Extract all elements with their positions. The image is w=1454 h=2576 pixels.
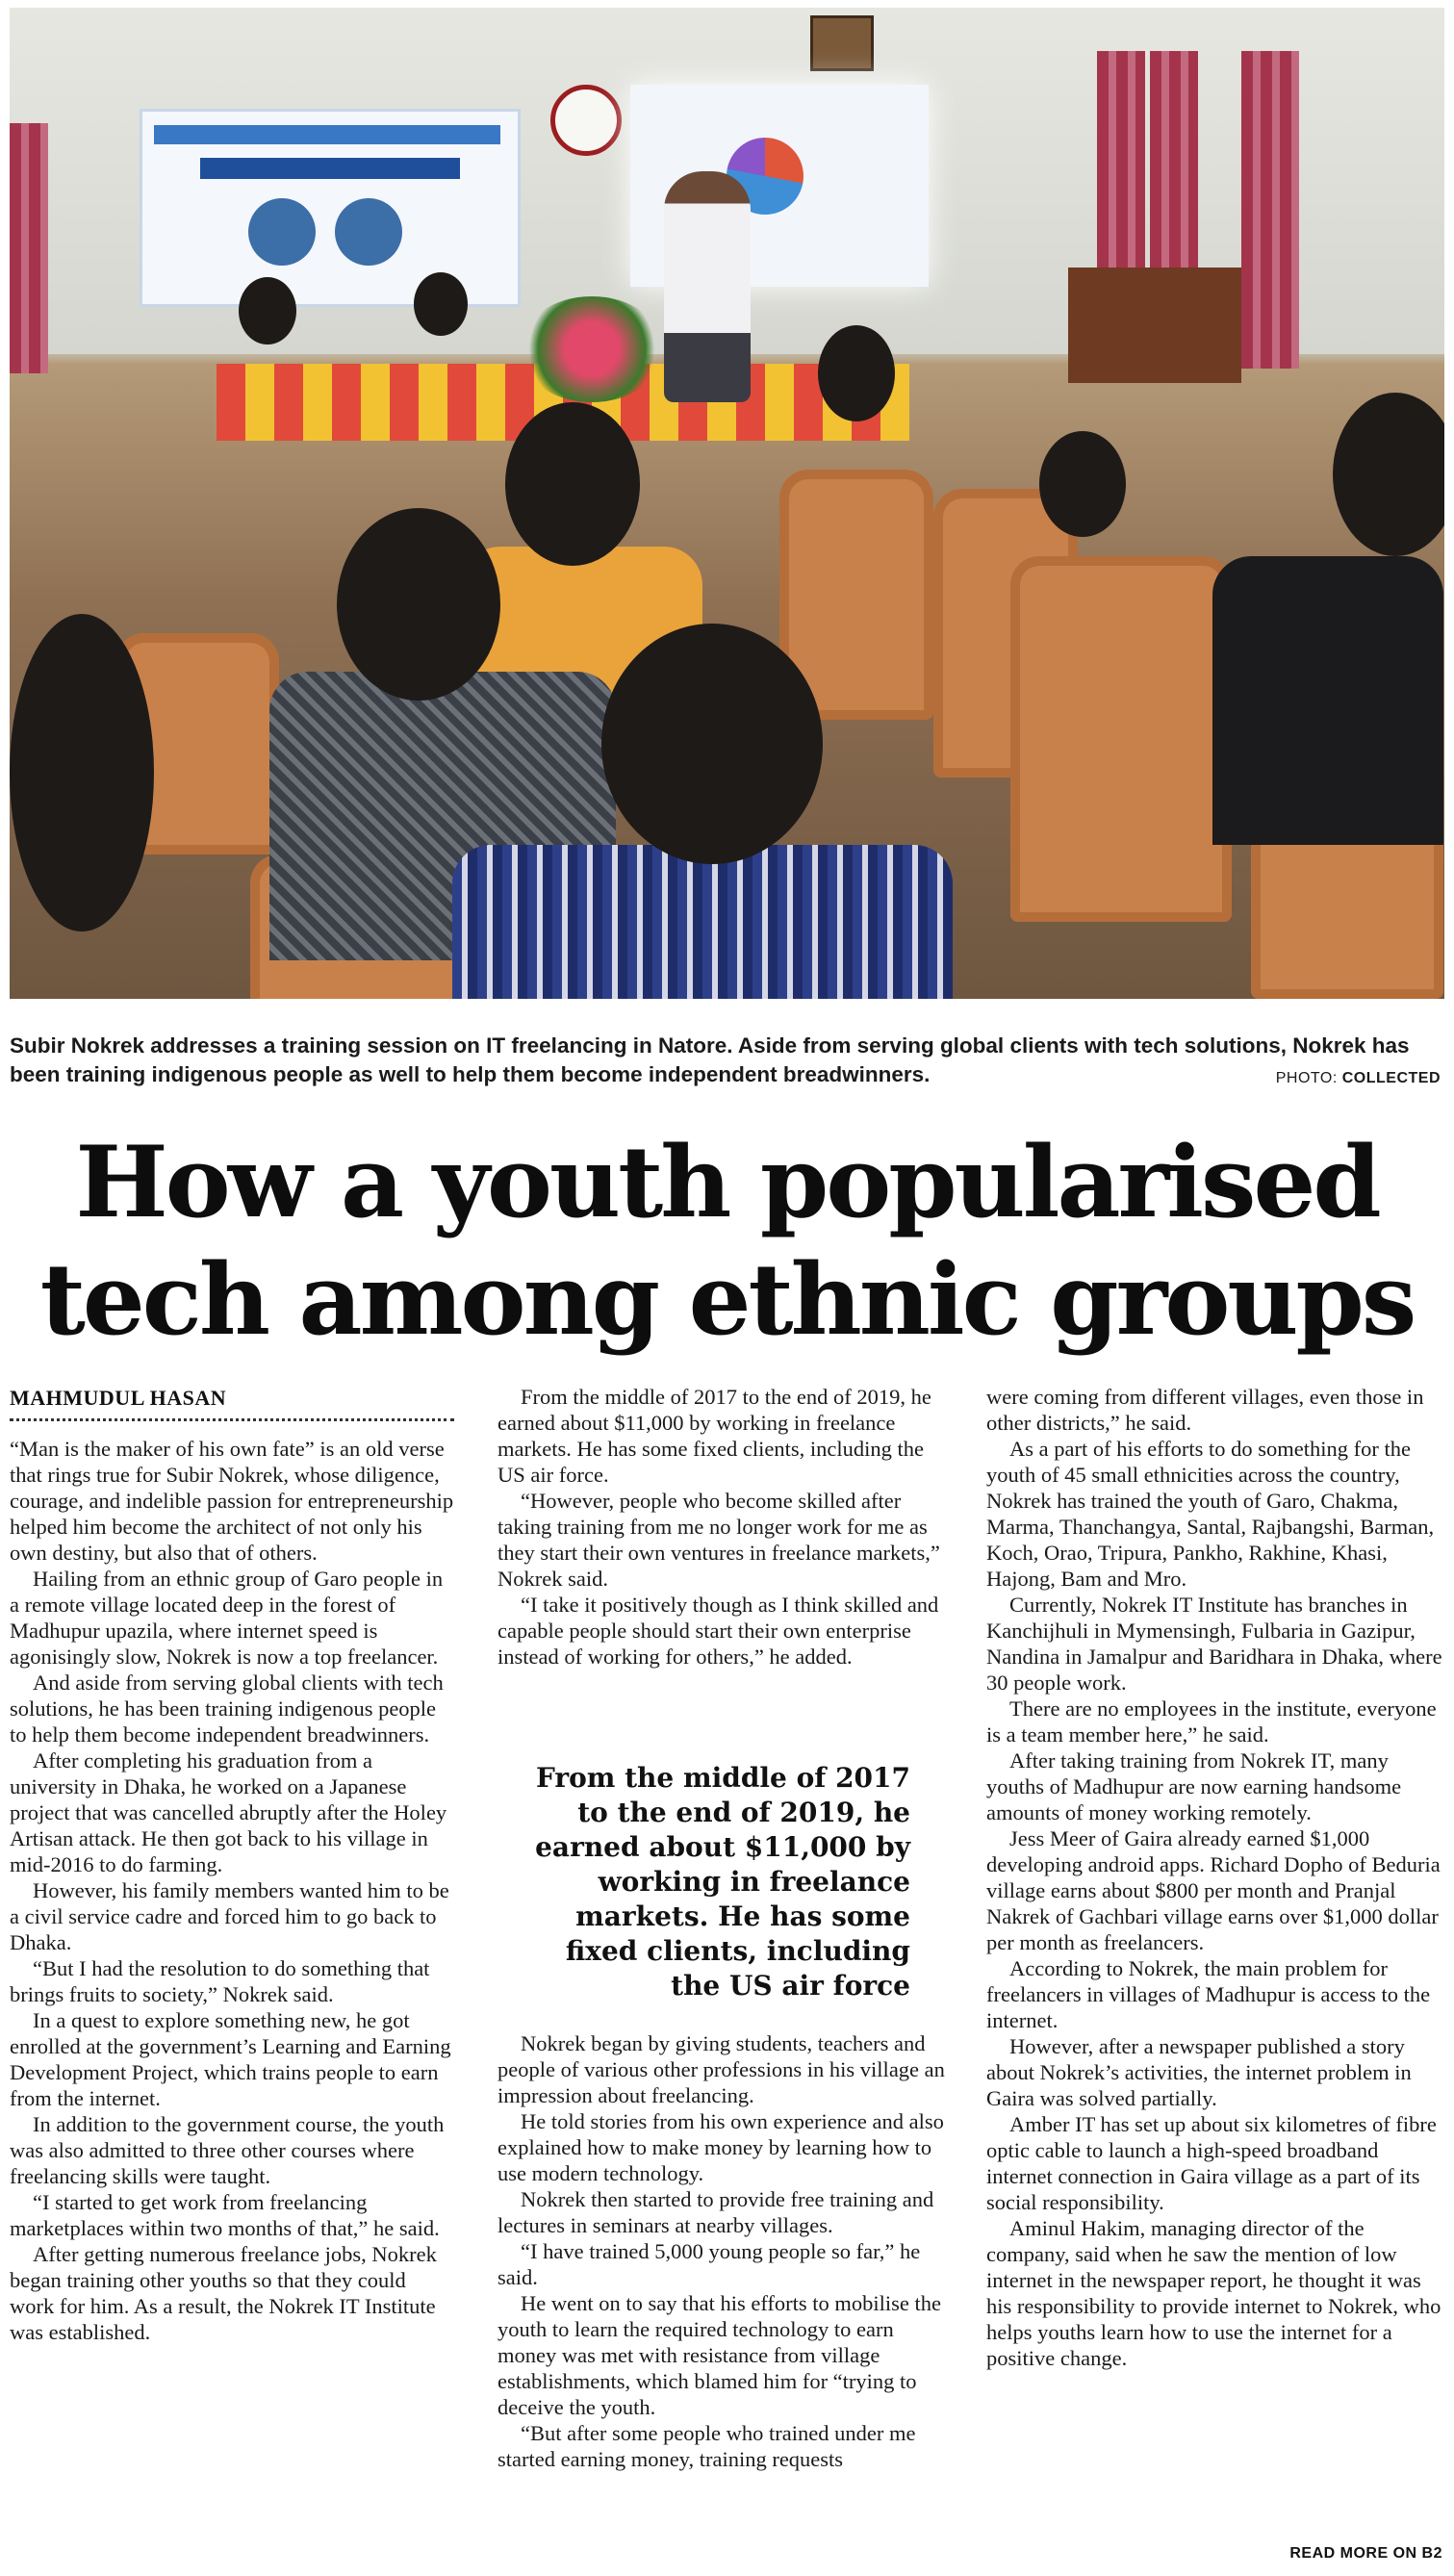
- photo-seminar-banner: [140, 109, 521, 307]
- photo-wall-clock: [550, 85, 622, 156]
- paragraph: Amber IT has set up about six kilometres of fibre optic cable to launch a high-speed broadband internet connection in Gaira village as a part of its social responsibility.: [986, 2112, 1437, 2214]
- paragraph: However, his family members wanted him to be a civil service cadre and forced him to go back to Dhaka.: [10, 1878, 449, 1954]
- paragraph: He went on to say that his efforts to mobilise the youth to learn the required technology to earn money was met with resistance from village establishments, which blamed him for “trying to deceive the youth.: [497, 2291, 942, 2419]
- photo-curtain: [1241, 51, 1299, 369]
- photo-chair: [1010, 556, 1232, 922]
- photo-portrait-frame: [810, 15, 874, 71]
- photo-audience-head: [10, 614, 154, 931]
- paragraph: Jess Meer of Gaira already earned $1,000 developing android apps. Richard Dopho of Beduria village earns about $800 per month and Pranjal Nakrek of Gachbari village earns over $1,000 dollar per month as freelancers.: [986, 1826, 1441, 1954]
- paragraph: “I take it positively though as I think skilled and capable people should start their own enterprise instead of working for others,” he added.: [497, 1593, 939, 1669]
- paragraph: He told stories from his own experience and also explained how to make money by learning how to use modern technology.: [497, 2109, 944, 2185]
- byline: MAHMUDUL HASAN: [10, 1386, 227, 1410]
- training-session-photo: [10, 8, 1444, 999]
- paragraph: “I have trained 5,000 young people so far,” he said.: [497, 2239, 921, 2289]
- photo-audience-head: [505, 402, 640, 566]
- photo-credit-label: PHOTO:: [1275, 1070, 1338, 1086]
- paragraph: According to Nokrek, the main problem for freelancers in villages of Madhupur is access to the internet.: [986, 1956, 1431, 2032]
- photo-speaker: [664, 171, 751, 402]
- paragraph: However, after a newspaper published a story about Nokrek’s activities, the internet problem in Gaira was solved partially.: [986, 2034, 1412, 2110]
- photo-curtain: [10, 123, 48, 373]
- photo-audience-head: [414, 272, 468, 336]
- paragraph: In addition to the government course, the youth was also admitted to three other courses where freelancing skills were taught.: [10, 2112, 445, 2188]
- paragraph: There are no employees in the institute, everyone is a team member here,” he said.: [986, 1696, 1437, 1747]
- photo-audience-head: [239, 277, 296, 344]
- photo-credit: [1276, 1070, 1441, 1087]
- paragraph: After taking training from Nokrek IT, many youths of Madhupur are now earning handsome amounts of money working remotely.: [986, 1748, 1402, 1824]
- paragraph: After getting numerous freelance jobs, Nokrek began training other youths so that they could work for him. As a result, the Nokrek IT Institute was established.: [10, 2242, 437, 2344]
- paragraph: “I started to get work from freelancing marketplaces within two months of that,” he said.: [10, 2190, 440, 2240]
- photo-audience-head: [337, 508, 500, 701]
- photo-audience-head: [1039, 431, 1126, 537]
- article-column-2-bottom: [497, 2030, 950, 2472]
- photo-audience-shirt: [452, 845, 953, 999]
- byline-divider: [10, 1418, 454, 1421]
- paragraph: “But after some people who trained under me started earning money, training requests: [497, 2421, 916, 2471]
- photo-flower-bouquet: [520, 296, 664, 402]
- paragraph: “However, people who become skilled after taking training from me no longer work for me as they start their own ventures in freelance markets,” Nokrek said.: [497, 1489, 940, 1591]
- headline-line1: How a youth popularised: [75, 1125, 1379, 1240]
- paragraph: Nokrek then started to provide free training and lectures in seminars at nearby villages.: [497, 2187, 934, 2237]
- paragraph: In a quest to explore something new, he got enrolled at the government’s Learning and Earning Development Project, which trains people to earn from the internet.: [10, 2008, 451, 2110]
- photo-podium: [1068, 268, 1241, 383]
- article-column-1: [10, 1436, 454, 2345]
- article-column-3: [986, 1384, 1446, 2371]
- headline-line2: tech among ethnic groups: [39, 1242, 1415, 1358]
- pull-quote: From the middle of 2017 to the end of 2019, he earned about $11,000 by working in freelance markets. He has some fixed clients, including the US air force: [535, 1762, 910, 2002]
- photo-caption: Subir Nokrek addresses a training session on IT freelancing in Natore. Aside from serving global clients with tech solutions, Nokrek has been training indigenous people as well to help them become independent breadwinners.: [10, 1033, 1410, 1086]
- paragraph: were coming from different villages, even those in other districts,” he said.: [986, 1385, 1424, 1435]
- photo-audience-head: [818, 325, 895, 421]
- paragraph: From the middle of 2017 to the end of 2019, he earned about $11,000 by working in freelance markets. He has some fixed clients, including the US air force.: [497, 1385, 931, 1487]
- paragraph: And aside from serving global clients with tech solutions, he has been training indigenous people to help them become independent breadwinners.: [10, 1671, 444, 1747]
- photo-audience-head: [1333, 393, 1444, 556]
- headline: [0, 1124, 1454, 1359]
- paragraph: Currently, Nokrek IT Institute has branches in Kanchijhuli in Mymensingh, Fulbaria in Gazipur, Nandina in Jamalpur and Baridhara in Dhaka, where 30 people work.: [986, 1593, 1442, 1695]
- photo-credit-value: COLLECTED: [1341, 1070, 1441, 1086]
- paragraph: “But I had the resolution to do something that brings fruits to society,” Nokrek said.: [10, 1956, 430, 2006]
- read-more-link[interactable]: READ MORE ON B2: [1289, 2545, 1442, 2562]
- paragraph: “Man is the maker of his own fate” is an old verse that rings true for Subir Nokrek, whose diligence, courage, and indelible passion for entrepreneurship helped him become the architect of not only his own destiny, but also that of others.: [10, 1437, 454, 1565]
- paragraph: Hailing from an ethnic group of Garo people in a remote village located deep in the forest of Madhupur upazila, where internet speed is agonisingly slow, Nokrek is now a top freelancer.: [10, 1567, 444, 1669]
- paragraph: As a part of his efforts to do something for the youth of 45 small ethnicities across the country, Nokrek has trained the youth of Garo, Chakma, Marma, Thanchangya, Santal, Rajbangshi, Barman, Koch, Orao, Tripura, Pankho, Rakhine, Khasi, Hajong, Bam and Mro.: [986, 1437, 1435, 1591]
- photo-audience-head: [601, 624, 823, 864]
- photo-audience-shirt: [1212, 556, 1443, 845]
- paragraph: Aminul Hakim, managing director of the company, said when he saw the mention of low internet in the newspaper report, he thought it was his responsibility to provide internet to Nokrek, who helps youths learn how to use the internet for a positive change.: [986, 2216, 1441, 2370]
- paragraph: Nokrek began by giving students, teachers and people of various other professions in his village an impression about freelancing.: [497, 2031, 945, 2107]
- paragraph: After completing his graduation from a university in Dhaka, he worked on a Japanese project that was cancelled abruptly after the Holey Artisan attack. He then got back to his village in mid-2016 to do farming.: [10, 1748, 447, 1876]
- article-column-2-top: [497, 1384, 950, 1670]
